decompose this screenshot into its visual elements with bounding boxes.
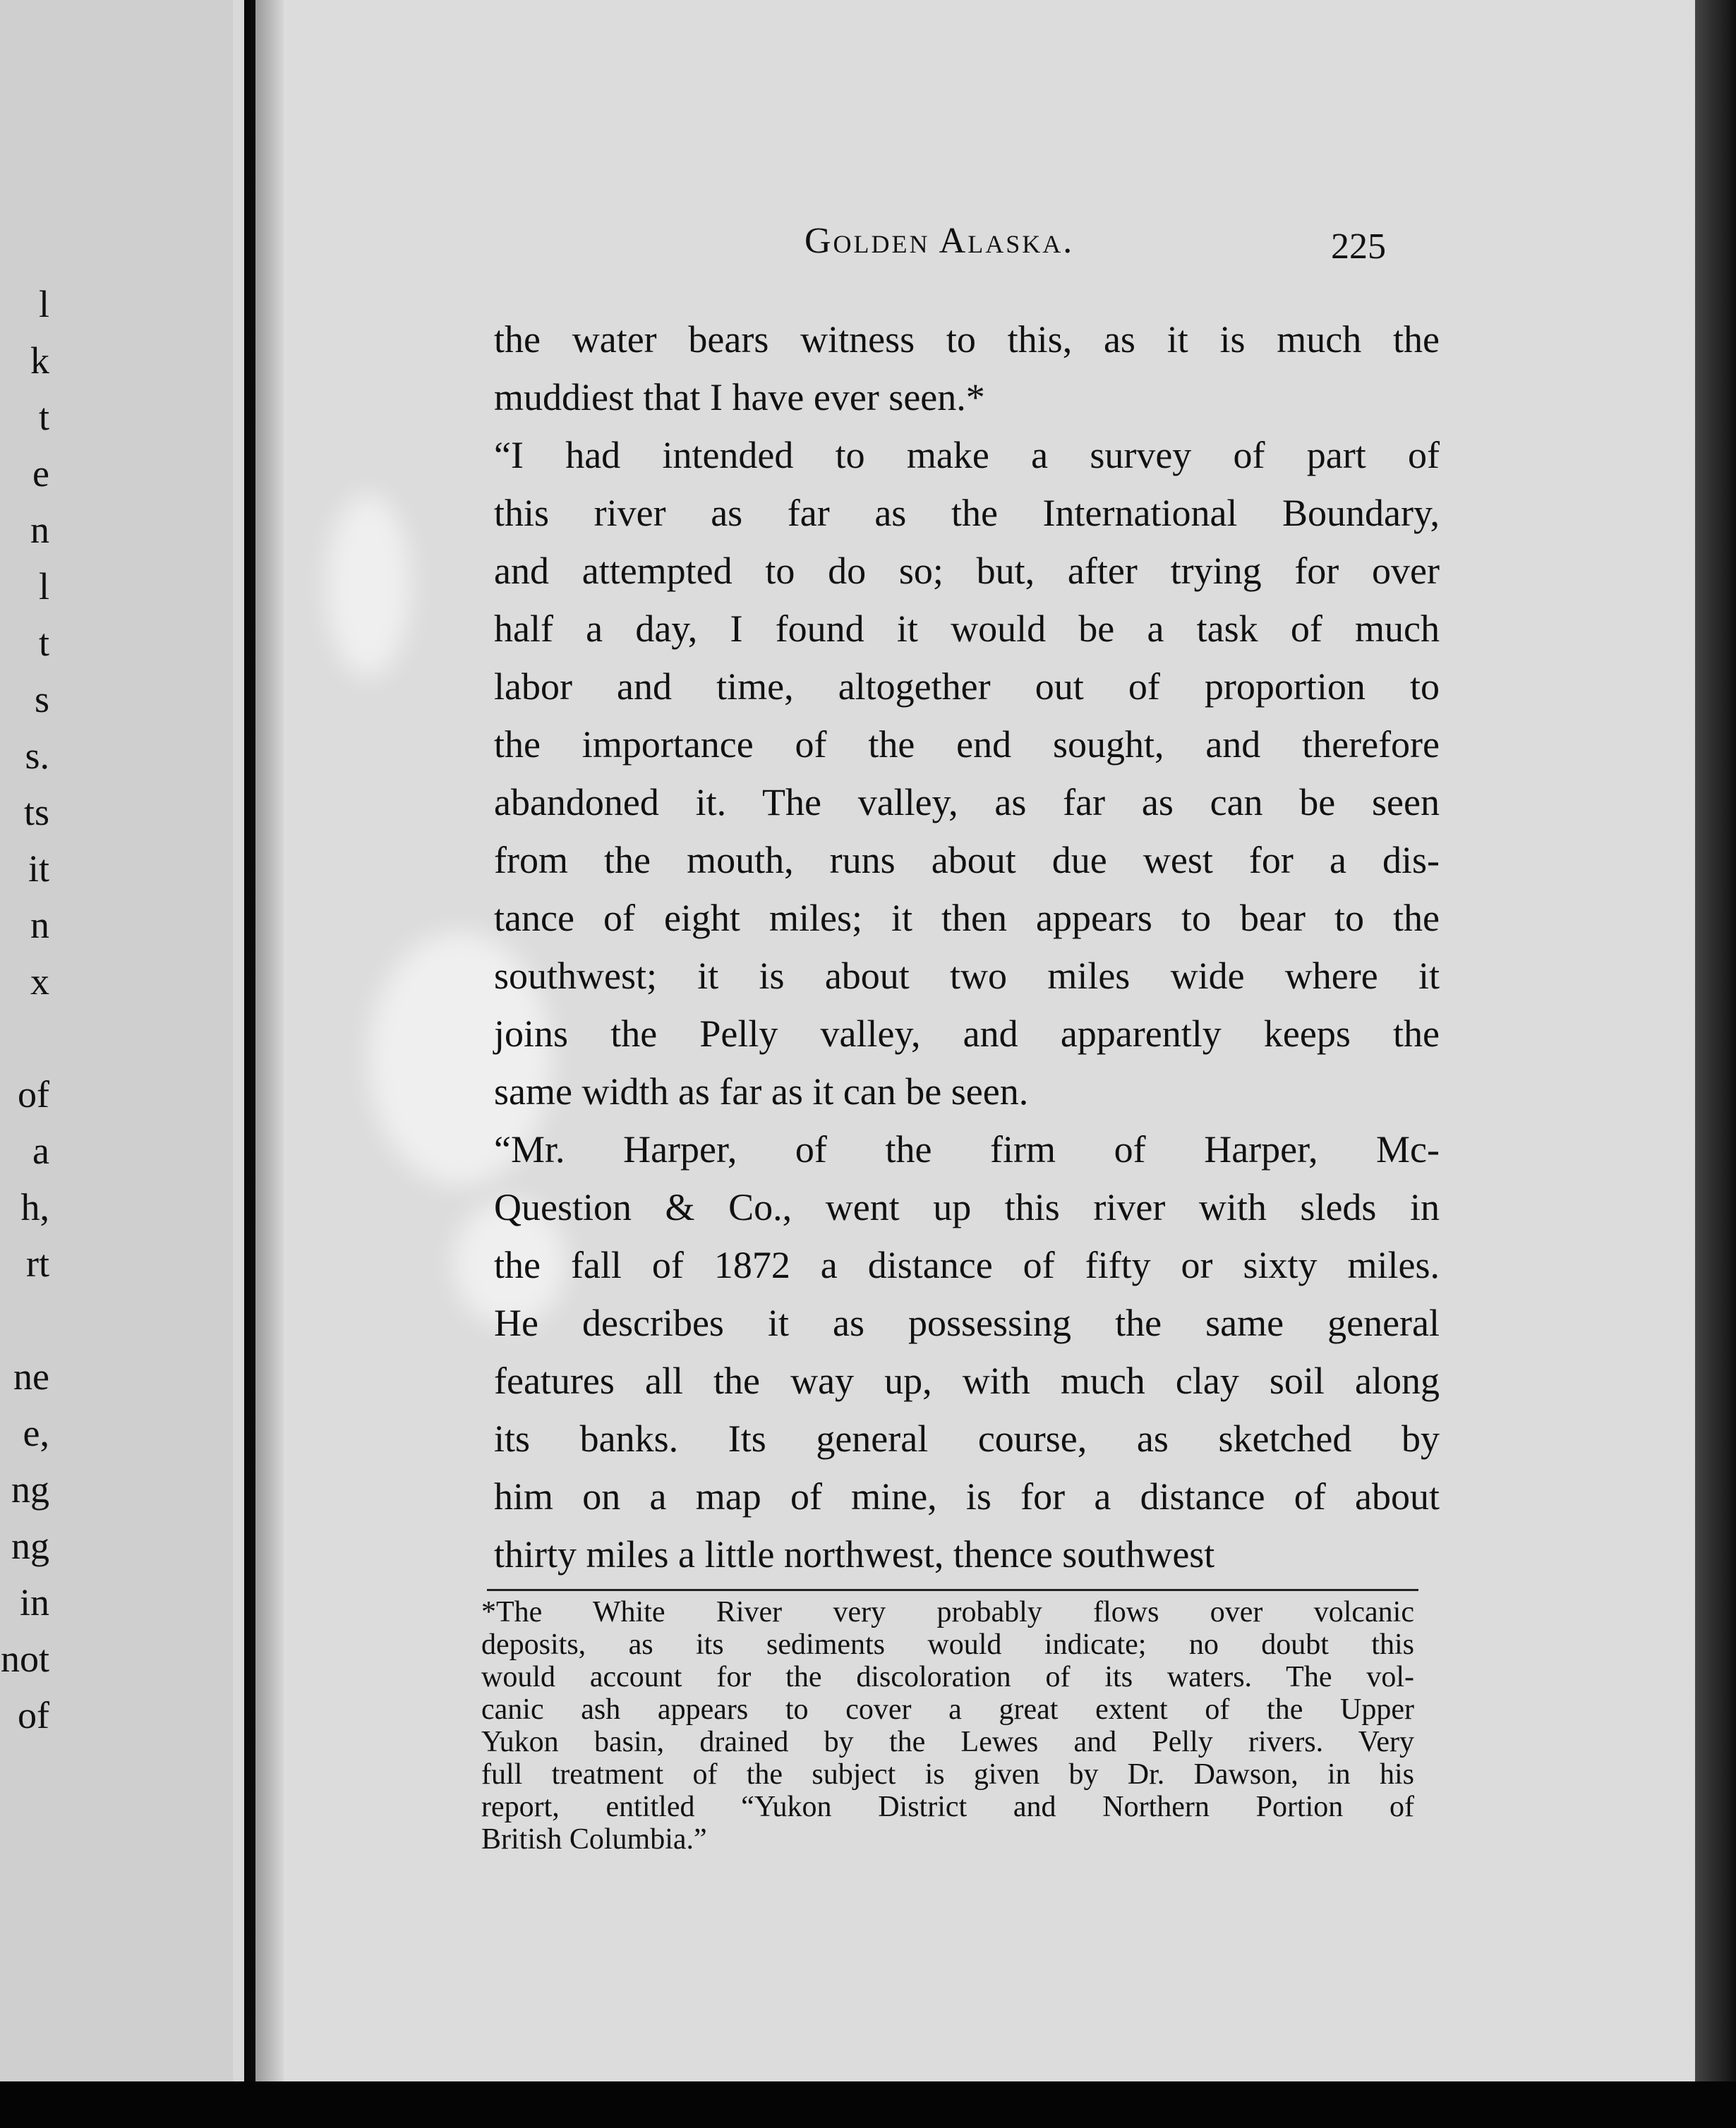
body-line: this river as far as the International Boundary,	[494, 492, 1440, 534]
body-line: half a day, I found it would be a task of much	[494, 607, 1440, 650]
left-page-fragment: it	[28, 847, 49, 890]
left-page-fragment: n	[30, 904, 49, 946]
left-page-fragment: ng	[11, 1525, 49, 1567]
body-line: from the mouth, runs about due west for a dis-	[494, 839, 1440, 881]
left-page-fragment: h,	[20, 1186, 49, 1228]
running-title: Golden Alaska.	[804, 221, 1075, 261]
left-page-fragment: t	[38, 396, 49, 438]
body-line: muddiest that I have ever seen.*	[494, 376, 985, 418]
gutter-shadow	[255, 0, 284, 2128]
page-number: 225	[1331, 226, 1386, 267]
body-line: He describes it as possessing the same general	[494, 1302, 1440, 1344]
left-page-fragment: rt	[26, 1243, 49, 1285]
left-page-fragment: x	[30, 960, 49, 1003]
body-line: labor and time, altogether out of proportion to	[494, 665, 1440, 708]
body-line: “I had intended to make a survey of part of	[494, 434, 1440, 476]
left-page-fragment: a	[32, 1130, 49, 1172]
left-page-fragment: l	[38, 283, 49, 325]
footnote	[481, 1596, 1414, 1856]
body-line: the importance of the end sought, and therefore	[494, 723, 1440, 766]
left-page-fragment: in	[19, 1581, 49, 1624]
footnote-line: deposits, as its sediments would indicate; no doubt this	[481, 1628, 1414, 1661]
footnote-line: *The White River very probably flows over volcanic	[481, 1596, 1414, 1628]
page-edge-shadow	[1695, 0, 1736, 2128]
footnote-line: report, entitled “Yukon District and Northern Portion of	[481, 1791, 1414, 1823]
body-line: Question & Co., went up this river with sleds in	[494, 1186, 1440, 1228]
body-line: the water bears witness to this, as it is much the	[494, 318, 1440, 361]
body-line: abandoned it. The valley, as far as can be seen	[494, 781, 1440, 823]
left-page-fragment: k	[30, 339, 49, 382]
body-line: “Mr. Harper, of the firm of Harper, Mc-	[494, 1128, 1440, 1171]
left-page-fragment: ts	[23, 791, 49, 833]
scan-bottom-border	[0, 2081, 1736, 2128]
body-line: him on a map of mine, is for a distance of about	[494, 1475, 1440, 1518]
body-text	[494, 310, 1440, 1583]
book-gutter	[244, 0, 255, 2128]
footnote-line: would account for the discoloration of its waters. The vol-	[481, 1661, 1414, 1693]
footnote-line: full treatment of the subject is given by Dr. Dawson, in his	[481, 1758, 1414, 1791]
footnote-line: canic ash appears to cover a great extent of the Upper	[481, 1693, 1414, 1726]
body-line: same width as far as it can be seen.	[494, 1070, 1029, 1113]
body-line: thirty miles a little northwest, thence southwest	[494, 1533, 1215, 1576]
left-page-fragment: e,	[23, 1412, 49, 1454]
left-page-fragment: l	[38, 565, 49, 607]
paper-stain	[326, 494, 411, 677]
left-page-fragment: of	[18, 1073, 49, 1116]
left-page-fragment: of	[18, 1694, 49, 1736]
left-page-fragment: s	[34, 678, 49, 720]
footnote-line: Yukon basin, drained by the Lewes and Pelly rivers. Very	[481, 1726, 1414, 1758]
body-line: its banks. Its general course, as sketched by	[494, 1417, 1440, 1460]
left-page-edge	[0, 0, 233, 2128]
footnote-line: British Columbia.”	[481, 1823, 707, 1856]
body-line: joins the Pelly valley, and apparently keeps the	[494, 1012, 1440, 1055]
body-line: the fall of 1872 a distance of fifty or sixty miles.	[494, 1244, 1440, 1286]
body-line: tance of eight miles; it then appears to bear to the	[494, 897, 1440, 939]
body-line: features all the way up, with much clay soil along	[494, 1360, 1440, 1402]
footnote-rule	[487, 1589, 1418, 1591]
body-line: and attempted to do so; but, after trying for over	[494, 550, 1440, 592]
left-page-fragment: s.	[25, 734, 49, 777]
left-page-fragment: ne	[13, 1355, 49, 1398]
left-page-fragment: t	[38, 622, 49, 664]
left-page-fragment: n	[30, 509, 49, 551]
left-page-fragment: ng	[11, 1468, 49, 1511]
left-page-fragment: not	[0, 1638, 49, 1680]
left-page-fragment: e	[32, 452, 49, 495]
body-line: southwest; it is about two miles wide where it	[494, 955, 1440, 997]
